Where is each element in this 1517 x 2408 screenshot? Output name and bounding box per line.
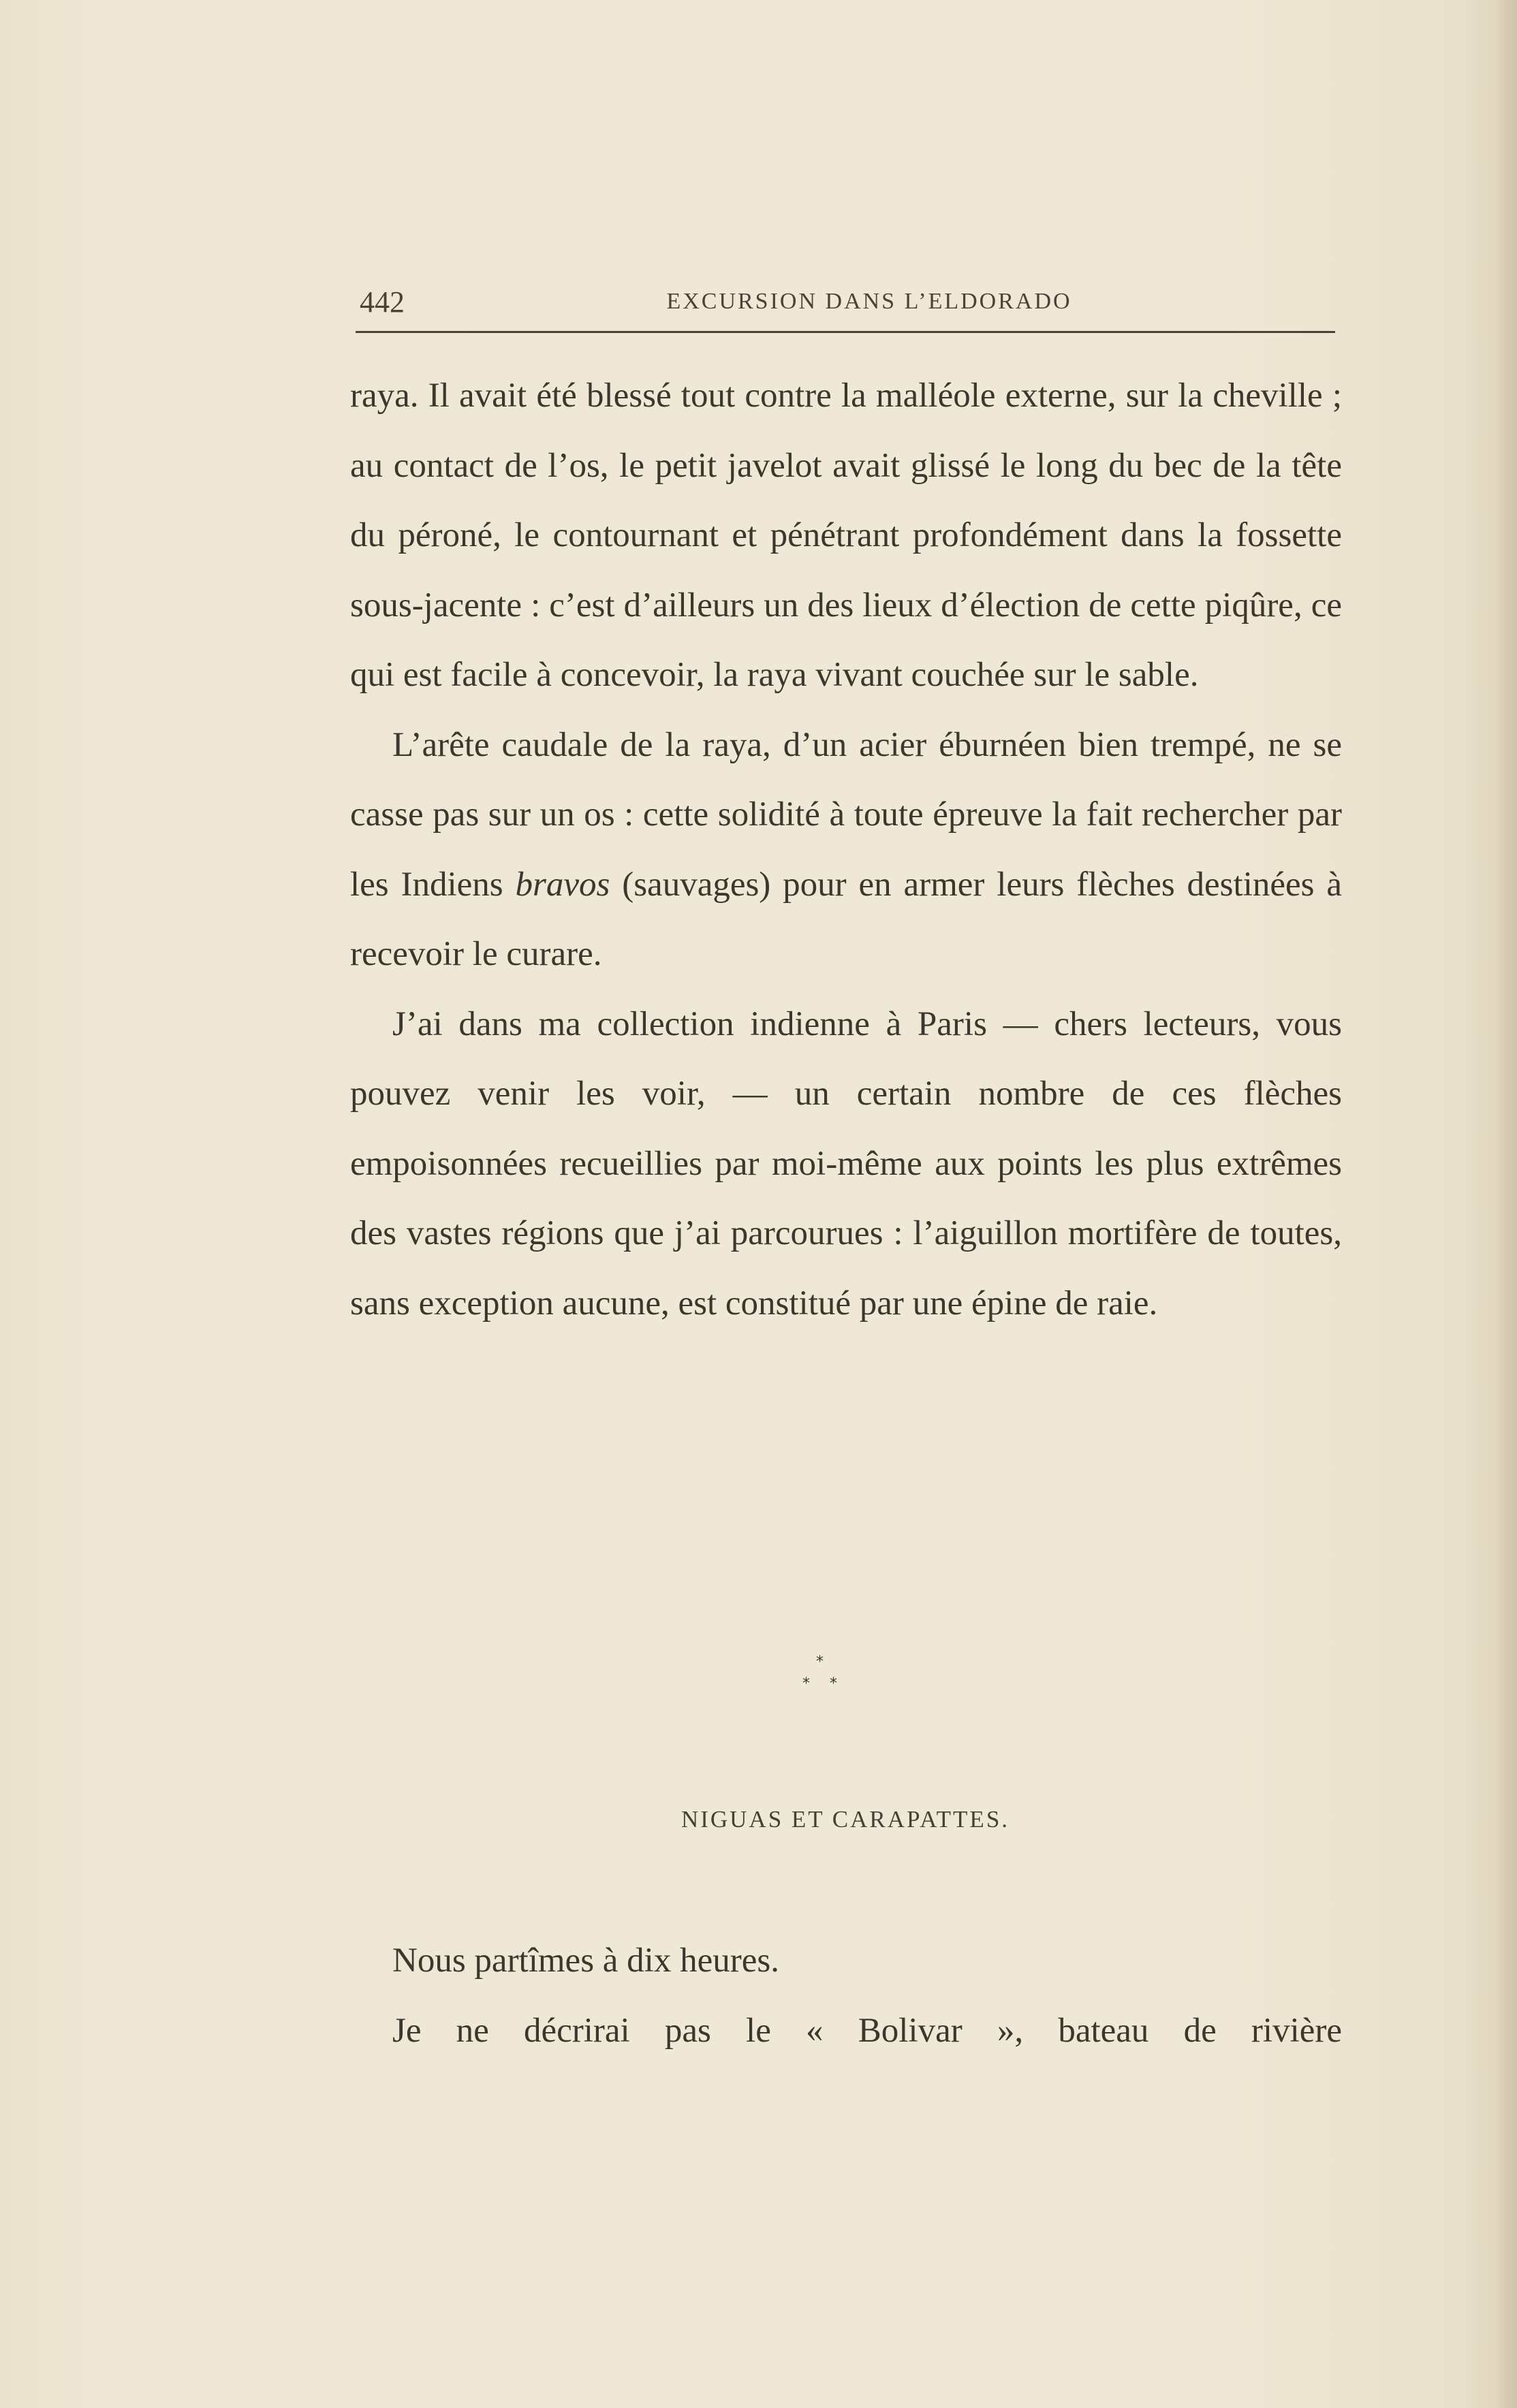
asterism-star-right: *	[830, 1675, 837, 1692]
page-number: 442	[360, 285, 405, 319]
asterism-star-left: *	[802, 1675, 810, 1692]
header-rule	[356, 331, 1335, 333]
text-span: (sauvages) pour en armer leurs flèches destinées à recevoir le curare.	[350, 865, 1342, 973]
paragraph-bolivar: Je ne décrirai pas le « Bolivar », bateau de rivière	[392, 2012, 1342, 2050]
main-text	[350, 361, 1342, 1338]
section-text	[350, 1926, 1342, 2066]
text-span: raya. Il avait été blessé tout contre la malléole externe, sur la cheville ; au contact de l’os, le petit javelot avait glissé le long du bec de la tête du péroné, le contournant et pénétrant profondément dans la fossette sous-jacente : c’est d’ailleurs un des lieux d’élection de cette piqûre, ce qui est facile à concevoir, la raya vivant couchée sur le sable.	[350, 377, 1342, 694]
italic-term: bravos	[515, 865, 610, 904]
text-span: L’arête caudale de la raya, d’un acier éburnéen bien trempé, ne se casse pas sur un os : cette solidité à toute épreuve la fait rechercher par les Indiens	[350, 725, 1342, 904]
paragraph-collection	[350, 989, 1342, 1339]
running-title: EXCURSION DANS L’ELDORADO	[666, 289, 1072, 314]
paragraph-continuation	[350, 361, 1342, 710]
paragraph-departure: Nous partîmes à dix heures.	[392, 1942, 779, 1980]
text-span: J’ai dans ma collection indienne à Paris — chers lecteurs, vous pouvez venir les voir, — un certain nombre de ces flèches empoisonnées recueillies par moi-même aux points les plus extrêmes des vastes régions que j’ai parcourues : l’aiguillon mortifère de toutes, sans exception aucune, est constitué par une épine de raie.	[350, 1004, 1342, 1322]
page-edge-shadow	[1494, 0, 1517, 2408]
asterism	[790, 1648, 858, 1702]
asterism-star-top: *	[816, 1653, 824, 1670]
section-title: NIGUAS ET CARAPATTES.	[681, 1806, 1010, 1833]
page-header	[356, 279, 1335, 327]
paragraph-raya-tail	[350, 710, 1342, 989]
